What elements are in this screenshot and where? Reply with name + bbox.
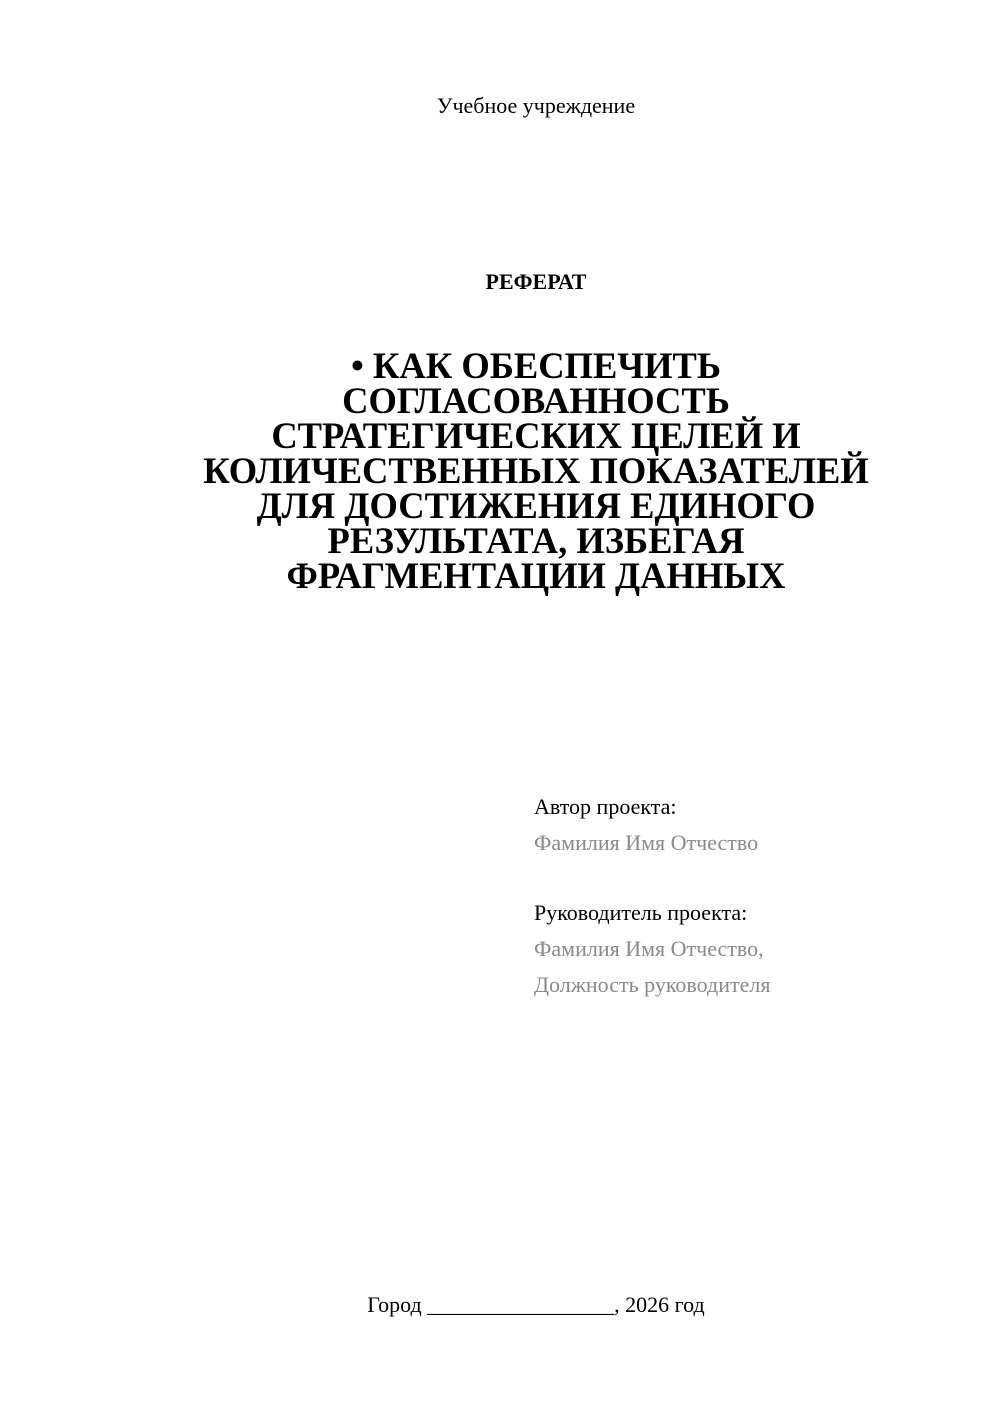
supervisor-name: Фамилия Имя Отчество, — [534, 936, 764, 961]
supervisor-label: Руководитель проекта: — [534, 900, 748, 925]
supervisor-position: Должность руководителя — [534, 972, 771, 997]
author-label: Автор проекта: — [534, 794, 677, 819]
title-line: СОГЛАСОВАННОСТЬ — [342, 380, 730, 421]
title-line: • КАК ОБЕСПЕЧИТЬ — [351, 345, 721, 386]
title-line: КОЛИЧЕСТВЕННЫХ ПОКАЗАТЕЛЕЙ — [203, 450, 869, 491]
author-name: Фамилия Имя Отчество — [534, 830, 759, 855]
document-type: РЕФЕРАТ — [485, 269, 587, 294]
authors-block — [534, 789, 974, 1003]
document-title — [170, 345, 902, 596]
title-line: ДЛЯ ДОСТИЖЕНИЯ ЕДИНОГО — [256, 485, 816, 526]
title-line: РЕЗУЛЬТАТА, ИЗБЕГАЯ — [327, 520, 745, 561]
institution-name: Учебное учреждение — [436, 93, 636, 118]
title-line: СТРАТЕГИЧЕСКИХ ЦЕЛЕЙ И — [271, 415, 801, 456]
spacer — [534, 861, 974, 895]
city-year-line: Город _________________, 2026 год — [367, 1292, 705, 1317]
title-line: ФРАГМЕНТАЦИИ ДАННЫХ — [286, 555, 786, 596]
